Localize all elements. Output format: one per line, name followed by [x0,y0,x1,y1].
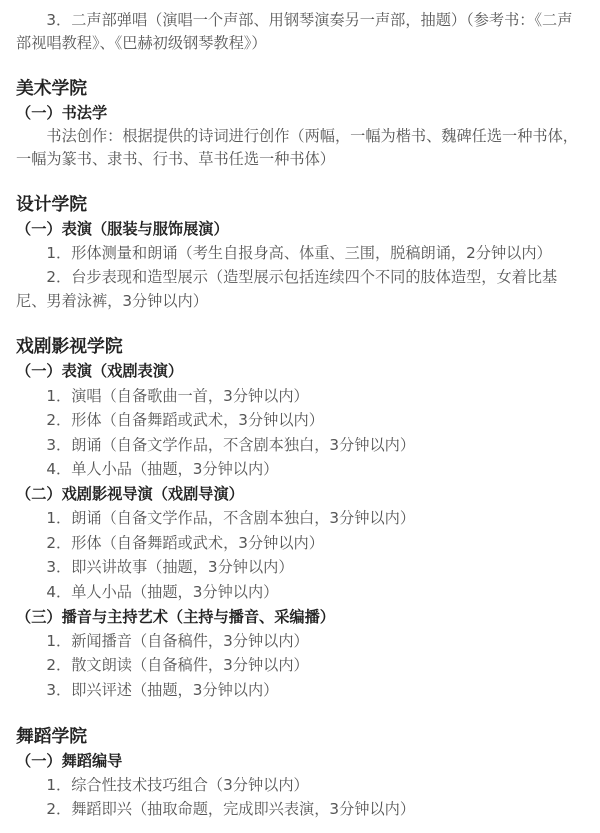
college-drama-film [16,335,586,702]
list-item: 2．舞蹈即兴（抽取命题，完成即兴表演，3分钟以内） [46,800,416,819]
list-item: 1．朗诵（自备文学作品，不含剧本独白，3分钟以内） [46,509,416,528]
list-item: 2．散文朗读（自备稿件，3分钟以内） [46,656,309,675]
category-heading: （一）表演（服装与服饰展演） [16,220,229,239]
list-item: 3．即兴评述（抽题，3分钟以内） [46,680,279,699]
list-item: 1．演唱（自备歌曲一首，3分钟以内） [46,386,309,405]
list-item: 4．单人小品（抽题，3分钟以内） [46,582,279,601]
category-heading: （三）播音与主持艺术（主持与播音、采编播） [16,607,335,626]
college-heading: 美术学院 [16,78,88,99]
list-item: 3．即兴讲故事（抽题，3分钟以内） [46,558,294,577]
list-item: 1．新闻播音（自备稿件，3分钟以内） [46,631,309,650]
list-item: 1．形体测量和朗诵（考生自报身高、体重、三围，脱稿朗诵，2分钟以内） [46,244,552,263]
category-heading: （一）书法学 [16,104,108,122]
category-heading: （一）表演（戏剧表演） [16,362,184,381]
category-heading: （二）戏剧影视导演（戏剧导演） [16,484,244,503]
list-item: 4．单人小品（抽题，3分钟以内） [46,460,279,479]
category-paragraph: 书法创作：根据提供的诗词进行创作（两幅，一幅为楷书、魏碑任选一种书体，一幅为篆书、隶书、行书、草书任选一种书体） [16,127,578,169]
list-item: 2．形体（自备舞蹈或武术，3分钟以内） [46,411,324,430]
list-item: 1．综合性技术技巧组合（3分钟以内） [46,775,309,794]
college-heading: 舞蹈学院 [16,725,88,747]
college-heading: 戏剧影视学院 [16,336,123,358]
list-item: 3．朗诵（自备文学作品，不含剧本独白，3分钟以内） [46,435,416,454]
list-item: 2．形体（自备舞蹈或武术，3分钟以内） [46,533,324,552]
category-heading: （一）舞蹈编导 [16,751,123,770]
college-design [16,193,586,313]
college-dance [16,725,586,822]
college-heading: 设计学院 [16,194,88,216]
list-item: 2．台步表现和造型展示（造型展示包括连续四个不同的肢体造型，女着比基尼、男着泳裤，3分钟以内） [16,268,558,311]
college-fine-arts [16,77,586,171]
intro-item: 3．二声部弹唱（演唱一个声部、用钢琴演奏另一声部，抽题）（参考书：《二声部视唱教程》、《巴赫初级钢琴教程》） [16,11,573,52]
